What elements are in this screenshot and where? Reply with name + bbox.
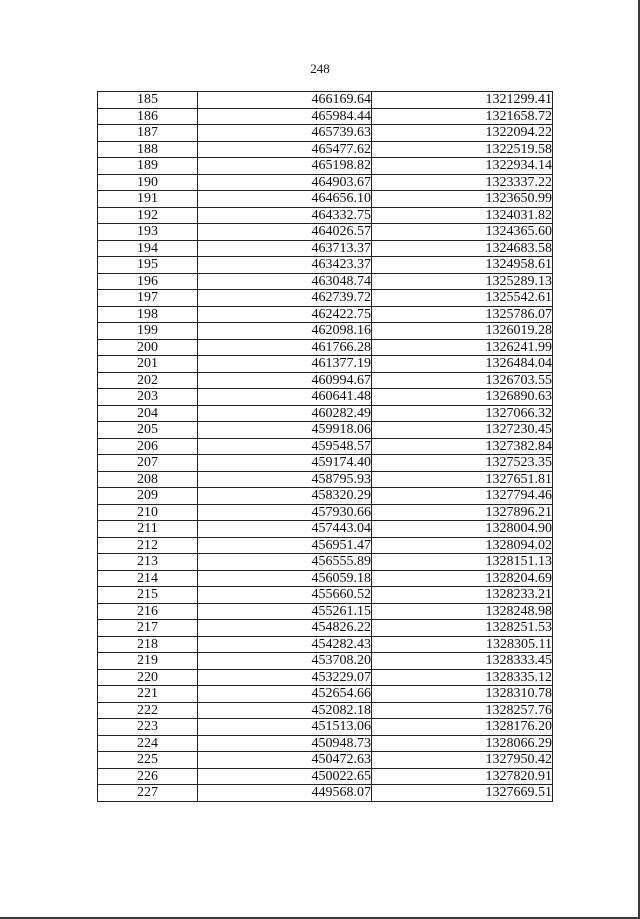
point-number-cell: 223 xyxy=(98,719,198,736)
y-coordinate-cell: 1322519.58 xyxy=(372,141,553,158)
x-coordinate-cell: 465198.82 xyxy=(198,158,372,175)
y-coordinate-cell: 1321658.72 xyxy=(372,108,553,125)
point-number-cell: 198 xyxy=(98,306,198,323)
table-row xyxy=(98,108,553,125)
table-row xyxy=(98,620,553,637)
point-number-cell: 195 xyxy=(98,257,198,274)
point-number-cell: 215 xyxy=(98,587,198,604)
table-row xyxy=(98,273,553,290)
table-row xyxy=(98,752,553,769)
x-coordinate-cell: 452654.66 xyxy=(198,686,372,703)
x-coordinate-cell: 454826.22 xyxy=(198,620,372,637)
table-row xyxy=(98,207,553,224)
y-coordinate-cell: 1327896.21 xyxy=(372,504,553,521)
y-coordinate-cell: 1326019.28 xyxy=(372,323,553,340)
table-row xyxy=(98,125,553,142)
point-number-cell: 186 xyxy=(98,108,198,125)
x-coordinate-cell: 458320.29 xyxy=(198,488,372,505)
point-number-cell: 217 xyxy=(98,620,198,637)
x-coordinate-cell: 464332.75 xyxy=(198,207,372,224)
point-number-cell: 188 xyxy=(98,141,198,158)
x-coordinate-cell: 465477.62 xyxy=(198,141,372,158)
x-coordinate-cell: 460994.67 xyxy=(198,372,372,389)
x-coordinate-cell: 456951.47 xyxy=(198,537,372,554)
x-coordinate-cell: 465739.63 xyxy=(198,125,372,142)
table-row xyxy=(98,521,553,538)
point-number-cell: 200 xyxy=(98,339,198,356)
y-coordinate-cell: 1328176.20 xyxy=(372,719,553,736)
y-coordinate-cell: 1324683.58 xyxy=(372,240,553,257)
table-row xyxy=(98,686,553,703)
y-coordinate-cell: 1327669.51 xyxy=(372,785,553,802)
point-number-cell: 206 xyxy=(98,438,198,455)
table-row xyxy=(98,768,553,785)
point-number-cell: 209 xyxy=(98,488,198,505)
y-coordinate-cell: 1328066.29 xyxy=(372,735,553,752)
y-coordinate-cell: 1321299.41 xyxy=(372,92,553,109)
table-row xyxy=(98,719,553,736)
x-coordinate-cell: 463423.37 xyxy=(198,257,372,274)
point-number-cell: 213 xyxy=(98,554,198,571)
coordinates-table-body xyxy=(98,92,553,802)
point-number-cell: 208 xyxy=(98,471,198,488)
y-coordinate-cell: 1322094.22 xyxy=(372,125,553,142)
point-number-cell: 214 xyxy=(98,570,198,587)
x-coordinate-cell: 462422.75 xyxy=(198,306,372,323)
y-coordinate-cell: 1327651.81 xyxy=(372,471,553,488)
x-coordinate-cell: 457930.66 xyxy=(198,504,372,521)
y-coordinate-cell: 1324031.82 xyxy=(372,207,553,224)
x-coordinate-cell: 458795.93 xyxy=(198,471,372,488)
y-coordinate-cell: 1324958.61 xyxy=(372,257,553,274)
y-coordinate-cell: 1327066.32 xyxy=(372,405,553,422)
point-number-cell: 224 xyxy=(98,735,198,752)
table-row xyxy=(98,389,553,406)
y-coordinate-cell: 1326890.63 xyxy=(372,389,553,406)
x-coordinate-cell: 450948.73 xyxy=(198,735,372,752)
point-number-cell: 204 xyxy=(98,405,198,422)
y-coordinate-cell: 1328335.12 xyxy=(372,669,553,686)
point-number-cell: 201 xyxy=(98,356,198,373)
table-row xyxy=(98,438,553,455)
y-coordinate-cell: 1328151.13 xyxy=(372,554,553,571)
table-row xyxy=(98,785,553,802)
table-row xyxy=(98,504,553,521)
y-coordinate-cell: 1326484.04 xyxy=(372,356,553,373)
point-number-cell: 212 xyxy=(98,537,198,554)
table-row xyxy=(98,174,553,191)
point-number-cell: 190 xyxy=(98,174,198,191)
x-coordinate-cell: 452082.18 xyxy=(198,702,372,719)
point-number-cell: 226 xyxy=(98,768,198,785)
x-coordinate-cell: 456555.89 xyxy=(198,554,372,571)
point-number-cell: 192 xyxy=(98,207,198,224)
point-number-cell: 193 xyxy=(98,224,198,241)
y-coordinate-cell: 1328251.53 xyxy=(372,620,553,637)
table-row xyxy=(98,702,553,719)
point-number-cell: 202 xyxy=(98,372,198,389)
table-row xyxy=(98,356,553,373)
table-row xyxy=(98,570,553,587)
x-coordinate-cell: 464903.67 xyxy=(198,174,372,191)
point-number-cell: 199 xyxy=(98,323,198,340)
x-coordinate-cell: 464656.10 xyxy=(198,191,372,208)
x-coordinate-cell: 451513.06 xyxy=(198,719,372,736)
x-coordinate-cell: 455660.52 xyxy=(198,587,372,604)
y-coordinate-cell: 1322934.14 xyxy=(372,158,553,175)
point-number-cell: 185 xyxy=(98,92,198,109)
point-number-cell: 210 xyxy=(98,504,198,521)
x-coordinate-cell: 461377.19 xyxy=(198,356,372,373)
x-coordinate-cell: 457443.04 xyxy=(198,521,372,538)
y-coordinate-cell: 1328333.45 xyxy=(372,653,553,670)
y-coordinate-cell: 1325542.61 xyxy=(372,290,553,307)
table-row xyxy=(98,669,553,686)
y-coordinate-cell: 1328204.69 xyxy=(372,570,553,587)
x-coordinate-cell: 463048.74 xyxy=(198,273,372,290)
x-coordinate-cell: 463713.37 xyxy=(198,240,372,257)
x-coordinate-cell: 461766.28 xyxy=(198,339,372,356)
y-coordinate-cell: 1328310.78 xyxy=(372,686,553,703)
table-row xyxy=(98,653,553,670)
table-row xyxy=(98,603,553,620)
y-coordinate-cell: 1328004.90 xyxy=(372,521,553,538)
table-row xyxy=(98,290,553,307)
x-coordinate-cell: 462098.16 xyxy=(198,323,372,340)
y-coordinate-cell: 1323337.22 xyxy=(372,174,553,191)
x-coordinate-cell: 459918.06 xyxy=(198,422,372,439)
x-coordinate-cell: 459548.57 xyxy=(198,438,372,455)
y-coordinate-cell: 1328248.98 xyxy=(372,603,553,620)
table-row xyxy=(98,455,553,472)
point-number-cell: 194 xyxy=(98,240,198,257)
x-coordinate-cell: 466169.64 xyxy=(198,92,372,109)
point-number-cell: 221 xyxy=(98,686,198,703)
table-row xyxy=(98,191,553,208)
point-number-cell: 222 xyxy=(98,702,198,719)
point-number-cell: 219 xyxy=(98,653,198,670)
point-number-cell: 189 xyxy=(98,158,198,175)
y-coordinate-cell: 1327820.91 xyxy=(372,768,553,785)
table-row xyxy=(98,92,553,109)
point-number-cell: 187 xyxy=(98,125,198,142)
y-coordinate-cell: 1328257.76 xyxy=(372,702,553,719)
y-coordinate-cell: 1327794.46 xyxy=(372,488,553,505)
table-row xyxy=(98,636,553,653)
point-number-cell: 191 xyxy=(98,191,198,208)
table-row xyxy=(98,257,553,274)
table-row xyxy=(98,224,553,241)
y-coordinate-cell: 1327523.35 xyxy=(372,455,553,472)
y-coordinate-cell: 1324365.60 xyxy=(372,224,553,241)
x-coordinate-cell: 453708.20 xyxy=(198,653,372,670)
table-row xyxy=(98,587,553,604)
y-coordinate-cell: 1326241.99 xyxy=(372,339,553,356)
y-coordinate-cell: 1326703.55 xyxy=(372,372,553,389)
y-coordinate-cell: 1323650.99 xyxy=(372,191,553,208)
table-row xyxy=(98,537,553,554)
y-coordinate-cell: 1328094.02 xyxy=(372,537,553,554)
x-coordinate-cell: 464026.57 xyxy=(198,224,372,241)
y-coordinate-cell: 1325786.07 xyxy=(372,306,553,323)
table-row xyxy=(98,422,553,439)
table-row xyxy=(98,372,553,389)
point-number-cell: 218 xyxy=(98,636,198,653)
y-coordinate-cell: 1328305.11 xyxy=(372,636,553,653)
x-coordinate-cell: 460282.49 xyxy=(198,405,372,422)
table-row xyxy=(98,488,553,505)
x-coordinate-cell: 462739.72 xyxy=(198,290,372,307)
table-row xyxy=(98,306,553,323)
page-number: 248 xyxy=(310,61,330,76)
table-row xyxy=(98,158,553,175)
x-coordinate-cell: 450022.65 xyxy=(198,768,372,785)
coordinates-table xyxy=(97,91,553,802)
point-number-cell: 196 xyxy=(98,273,198,290)
x-coordinate-cell: 465984.44 xyxy=(198,108,372,125)
x-coordinate-cell: 454282.43 xyxy=(198,636,372,653)
table-row xyxy=(98,141,553,158)
y-coordinate-cell: 1327382.84 xyxy=(372,438,553,455)
point-number-cell: 211 xyxy=(98,521,198,538)
y-coordinate-cell: 1327230.45 xyxy=(372,422,553,439)
x-coordinate-cell: 459174.40 xyxy=(198,455,372,472)
x-coordinate-cell: 460641.48 xyxy=(198,389,372,406)
table-row xyxy=(98,405,553,422)
y-coordinate-cell: 1328233.21 xyxy=(372,587,553,604)
point-number-cell: 197 xyxy=(98,290,198,307)
x-coordinate-cell: 455261.15 xyxy=(198,603,372,620)
point-number-cell: 203 xyxy=(98,389,198,406)
point-number-cell: 225 xyxy=(98,752,198,769)
point-number-cell: 216 xyxy=(98,603,198,620)
x-coordinate-cell: 456059.18 xyxy=(198,570,372,587)
y-coordinate-cell: 1325289.13 xyxy=(372,273,553,290)
y-coordinate-cell: 1327950.42 xyxy=(372,752,553,769)
point-number-cell: 207 xyxy=(98,455,198,472)
point-number-cell: 220 xyxy=(98,669,198,686)
point-number-cell: 227 xyxy=(98,785,198,802)
x-coordinate-cell: 449568.07 xyxy=(198,785,372,802)
x-coordinate-cell: 453229.07 xyxy=(198,669,372,686)
point-number-cell: 205 xyxy=(98,422,198,439)
table-row xyxy=(98,471,553,488)
table-row xyxy=(98,323,553,340)
table-row xyxy=(98,735,553,752)
table-row xyxy=(98,339,553,356)
x-coordinate-cell: 450472.63 xyxy=(198,752,372,769)
table-row xyxy=(98,240,553,257)
table-row xyxy=(98,554,553,571)
